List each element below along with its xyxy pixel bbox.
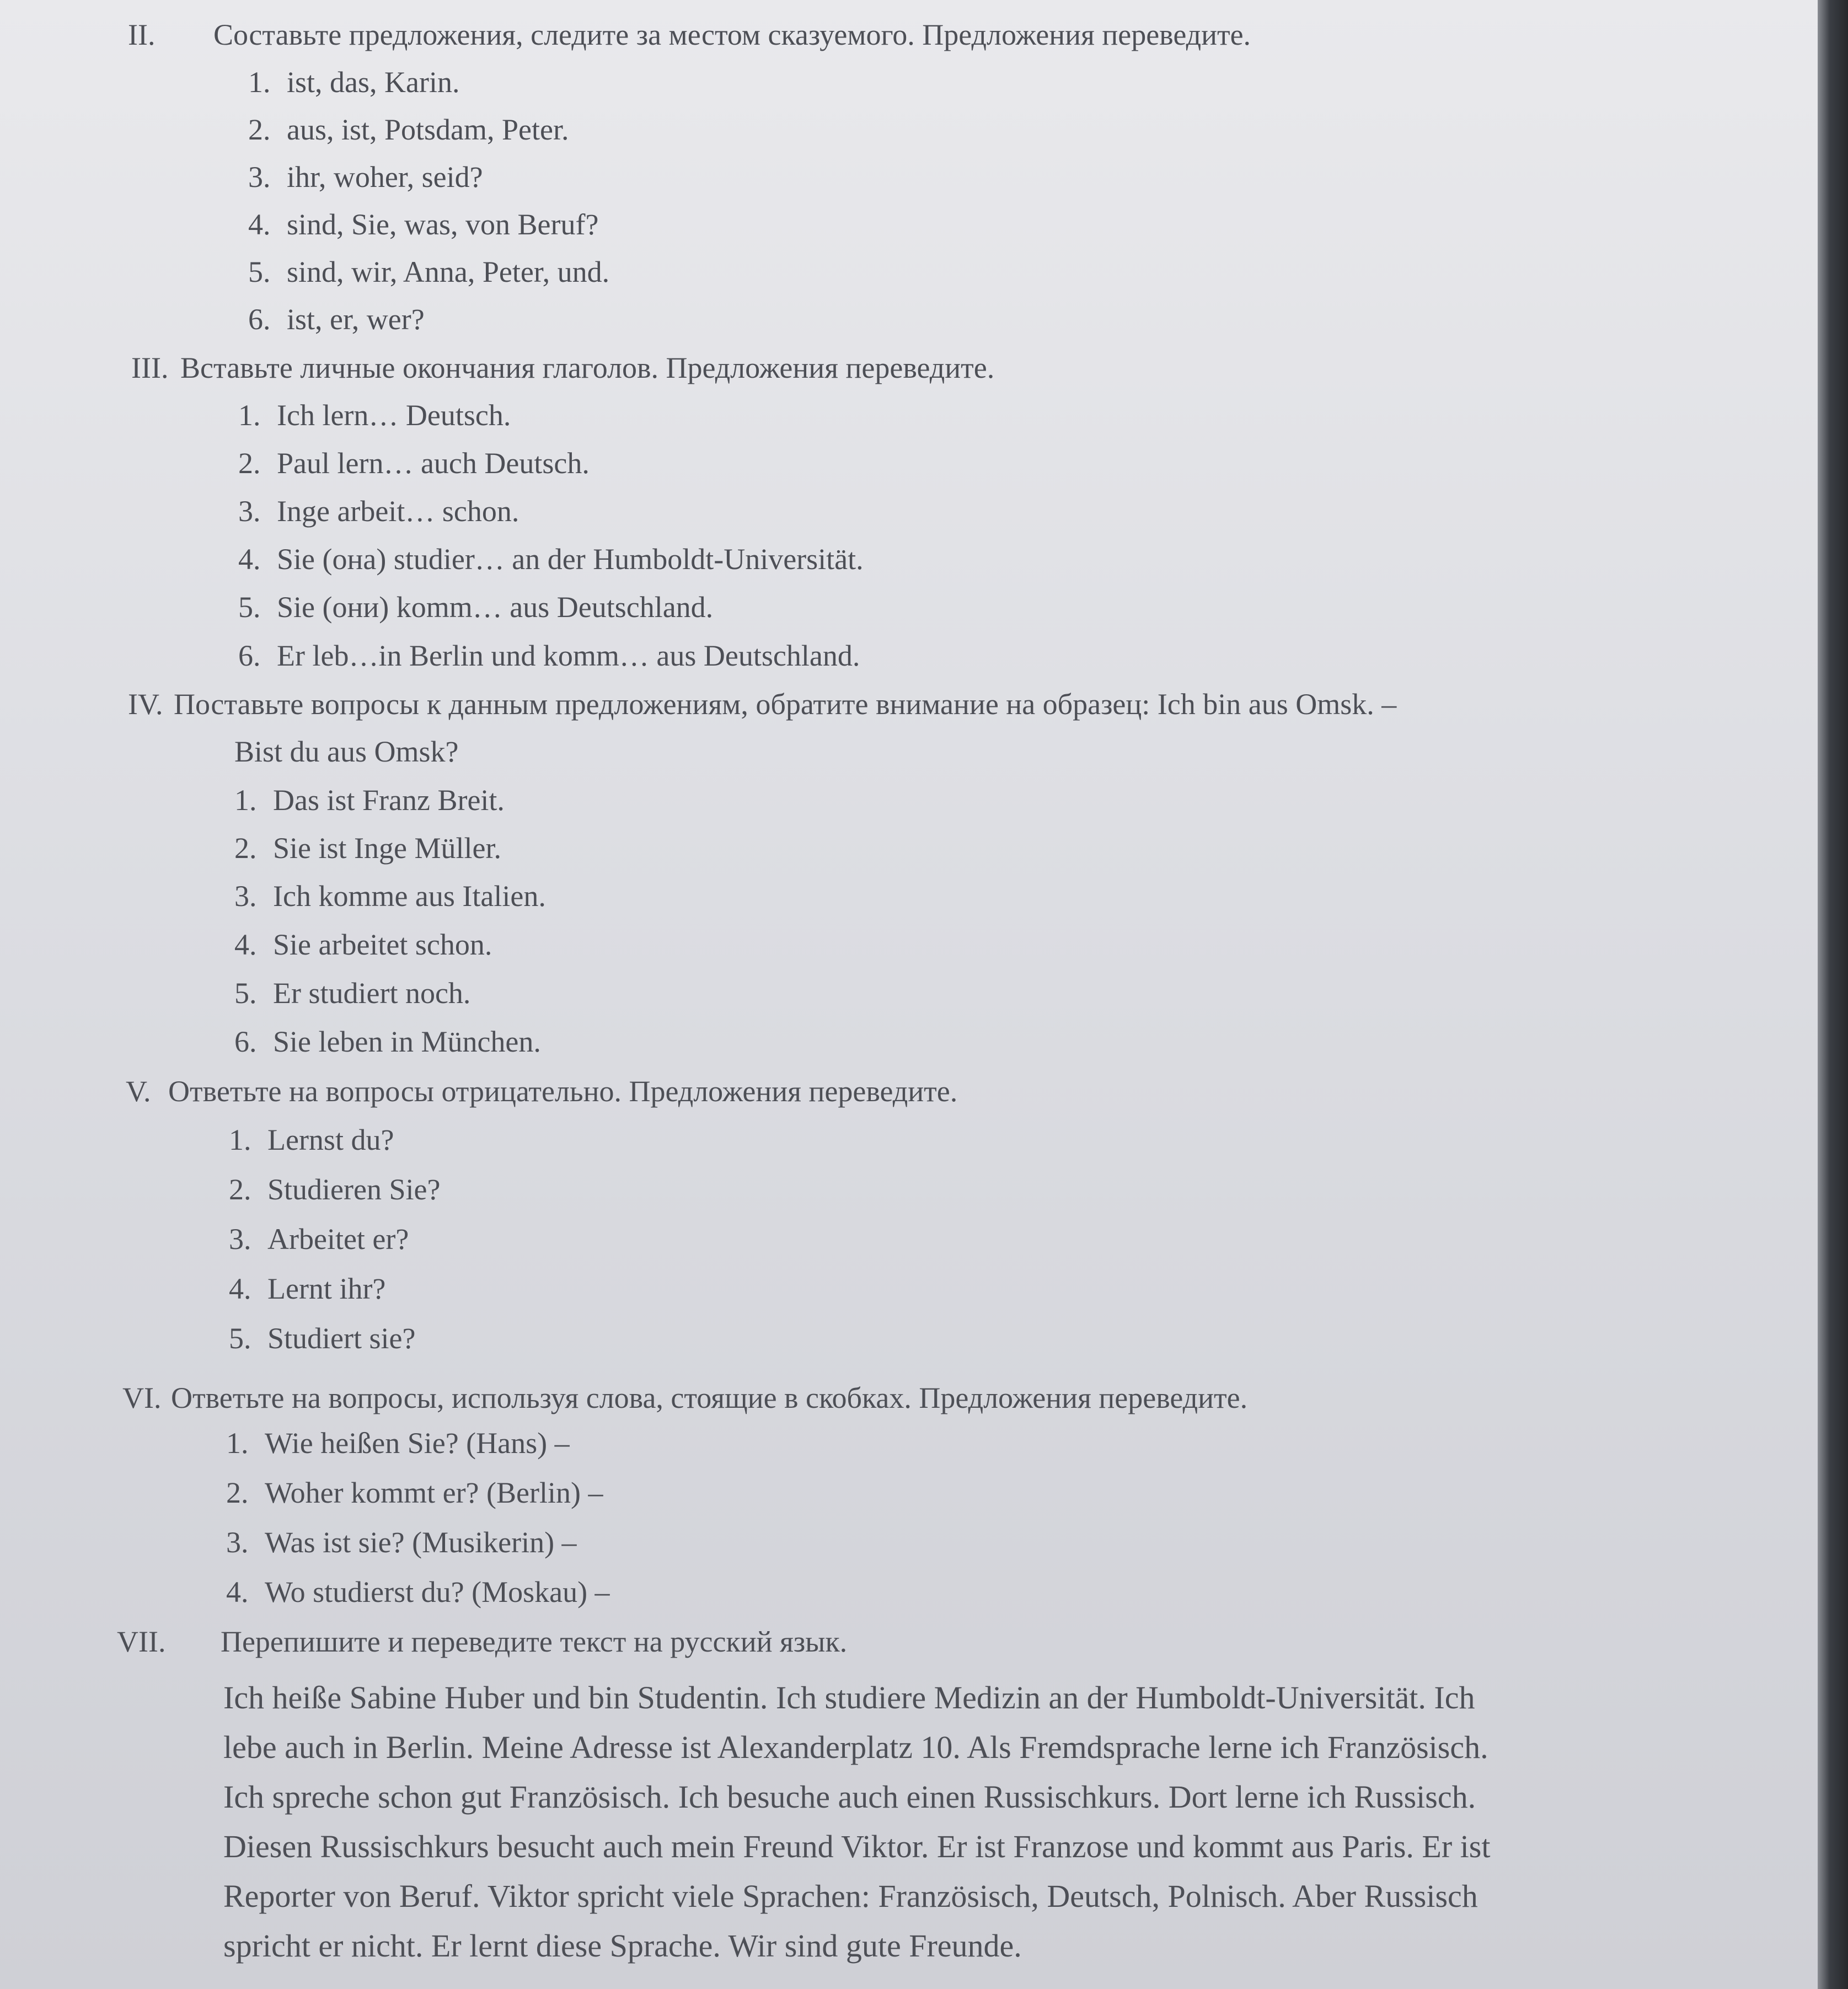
list-item: 2. aus, ist, Potsdam, Peter. <box>248 113 569 146</box>
section-title: Вставьте личные окончания глаголов. Предложения переведите. <box>180 351 995 384</box>
list-item: 5. Er studiert noch. <box>234 977 471 1010</box>
section-heading <box>122 1383 1247 1413</box>
section-heading <box>117 1627 847 1656</box>
list-item: 1. Wie heißen Sie? (Hans) – <box>226 1427 570 1460</box>
list-item: 4. Sie arbeitet schon. <box>234 928 492 961</box>
section-numeral: II. <box>128 18 156 51</box>
list-item: 1. Ich lern… Deutsch. <box>238 399 511 432</box>
list-item: 2. Paul lern… auch Deutsch. <box>238 447 590 480</box>
section-numeral: III. <box>131 351 169 384</box>
list-item: 2. Sie ist Inge Müller. <box>234 832 501 865</box>
list-item: 3. ihr, woher, seid? <box>248 160 483 194</box>
list-item: 4. sind, Sie, was, von Beruf? <box>248 208 599 241</box>
list-item: 3. Ich komme aus Italien. <box>234 880 546 913</box>
list-item: 6. Sie leben in München. <box>234 1025 541 1058</box>
page-edge-shadow <box>1818 0 1848 1989</box>
list-item: 4. Sie (она) studier… an der Humboldt-Universität. <box>238 543 864 576</box>
section-numeral: IV. <box>128 688 163 721</box>
paragraph-line: Diesen Russischkurs besucht auch mein Freund Viktor. Er ist Franzose und kommt aus Paris. Er ist <box>223 1829 1491 1864</box>
list-item: 2. Studieren Sie? <box>229 1173 441 1206</box>
list-item: 4. Lernt ihr? <box>229 1272 386 1305</box>
paragraph-line: Ich spreche schon gut Französisch. Ich besuche auch einen Russischkurs. Dort lerne ich Russisch. <box>223 1779 1476 1815</box>
section-heading <box>128 689 1396 719</box>
paragraph-line: Ich heiße Sabine Huber und bin Studentin. Ich studiere Medizin an der Humboldt-Universität. Ich <box>223 1680 1475 1715</box>
paragraph-line: spricht er nicht. Er lernt diese Sprache. Wir sind gute Freunde. <box>223 1928 1022 1964</box>
paragraph-line: lebe auch in Berlin. Meine Adresse ist Alexanderplatz 10. Als Fremdsprache lerne ich Französisch. <box>223 1729 1488 1765</box>
list-item: 1. Das ist Franz Breit. <box>234 784 505 817</box>
section-title: Ответьте на вопросы, используя слова, стоящие в скобках. Предложения переведите. <box>170 1381 1248 1414</box>
list-item: 3. Arbeitet er? <box>229 1223 409 1256</box>
section-heading <box>128 20 1251 50</box>
section-numeral: V. <box>126 1075 151 1108</box>
list-item: 1. Lernst du? <box>229 1123 394 1156</box>
list-item: 5. sind, wir, Anna, Peter, und. <box>248 255 610 288</box>
section-title: Перепишите и переведите текст на русский язык. <box>220 1625 848 1658</box>
list-item: 3. Was ist sie? (Musikerin) – <box>226 1526 577 1559</box>
list-item: 4. Wo studierst du? (Moskau) – <box>226 1575 610 1609</box>
list-item: 2. Woher kommt er? (Berlin) – <box>226 1476 603 1509</box>
section-title: Поставьте вопросы к данным предложениям, обратите внимание на образец: Ich bin aus Omsk. – <box>174 688 1397 721</box>
section-title: Составьте предложения, следите за местом сказуемого. Предложения переведите. <box>213 18 1251 51</box>
section-heading <box>131 353 994 383</box>
section-title: Ответьте на вопросы отрицательно. Предложения переведите. <box>168 1075 958 1108</box>
list-item: 6. Er leb…in Berlin und komm… aus Deutschland. <box>238 639 860 672</box>
section-numeral: VI. <box>122 1381 162 1414</box>
list-item: 6. ist, er, wer? <box>248 303 425 336</box>
list-item: 1. ist, das, Karin. <box>248 66 460 99</box>
list-item: 5. Studiert sie? <box>229 1322 416 1355</box>
section-numeral: VII. <box>117 1625 166 1658</box>
section-heading-continuation: Bist du aus Omsk? <box>234 735 459 768</box>
list-item: 5. Sie (они) komm… aus Deutschland. <box>238 591 714 624</box>
section-heading <box>126 1076 957 1106</box>
list-item: 3. Inge arbeit… schon. <box>238 495 519 528</box>
paragraph-line: Reporter von Beruf. Viktor spricht viele Sprachen: Französisch, Deutsch, Polnisch. Aber Russisch <box>223 1878 1478 1914</box>
